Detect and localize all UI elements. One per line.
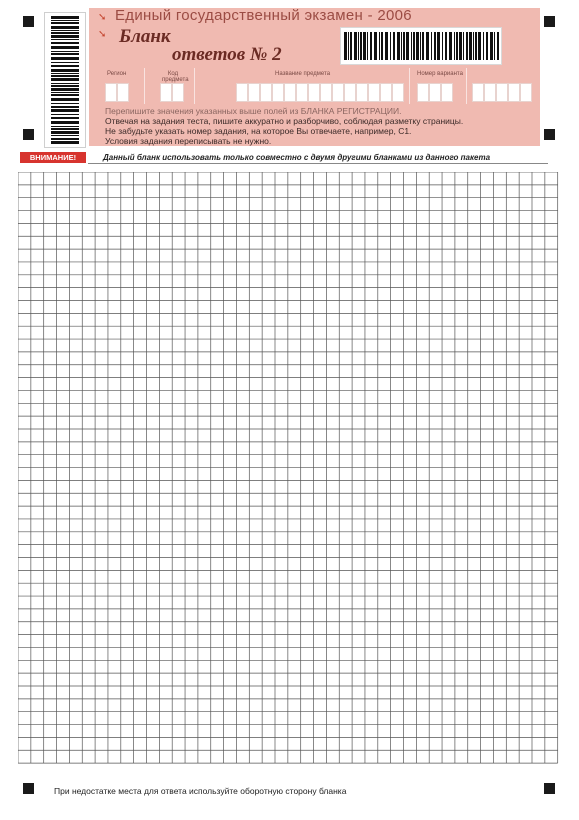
subject-name-box[interactable] [368, 83, 380, 102]
instruction-line: Перепишите значения указанных выше полей из БЛАНКА РЕГИСТРАЦИИ. [105, 106, 402, 116]
subject-code-box[interactable] [172, 83, 184, 102]
instruction-line: Условия задания переписывать не нужно. [105, 136, 272, 146]
barcode-bar [51, 57, 79, 60]
barcode-bar [426, 32, 429, 60]
subject-name-box[interactable] [320, 83, 332, 102]
barcode-bar [51, 128, 79, 130]
variant-number-box[interactable] [441, 83, 453, 102]
barcode-bar [416, 32, 419, 60]
barcode-bar [51, 117, 79, 119]
barcode-bar [51, 135, 79, 136]
barcode-bar [413, 32, 415, 60]
barcode-bar [354, 32, 357, 60]
barcode-bar [397, 32, 400, 60]
barcode-bar [51, 62, 79, 63]
registration-mark-bottom-left [23, 783, 34, 794]
barcode-bar [456, 32, 458, 60]
variant-number-box[interactable] [429, 83, 441, 102]
subject-name-box[interactable] [236, 83, 248, 102]
subject-name-box[interactable] [356, 83, 368, 102]
barcode-bar [51, 65, 79, 67]
barcode-bar [51, 32, 79, 34]
warning-underline [88, 163, 548, 164]
arrow-icon: ➘ [98, 29, 107, 40]
barcode-bar [393, 32, 395, 60]
subject-name-box[interactable] [380, 83, 392, 102]
barcode-bar [51, 46, 79, 49]
form-subtitle: ответов № 2 [172, 44, 282, 65]
exam-title: Единый государственный экзамен - 2006 [115, 7, 412, 24]
barcode-bar [51, 138, 79, 140]
variant-number-box[interactable] [417, 83, 429, 102]
barcode-bar [401, 32, 402, 60]
barcode-bar [51, 83, 79, 84]
region-box[interactable] [105, 83, 117, 102]
barcode-bar [367, 32, 368, 60]
barcode-bar [478, 32, 481, 60]
registration-mark-bottom-right [544, 783, 555, 794]
barcode-bar [434, 32, 436, 60]
barcode-bar [390, 32, 391, 60]
barcode-bar [51, 69, 79, 72]
subject-name-label: Название предмета [275, 71, 331, 77]
form-title: Бланк [119, 26, 171, 47]
barcode-bar [51, 39, 79, 40]
barcode-bar [348, 32, 349, 60]
extra-box[interactable] [508, 83, 520, 102]
region-label: Регион [107, 71, 127, 77]
barcode-bar [431, 32, 432, 60]
extra-box[interactable] [484, 83, 496, 102]
registration-mark-top-right [544, 16, 555, 27]
subject-name-box[interactable] [392, 83, 404, 102]
barcode-bar [411, 32, 412, 60]
barcode-bar [51, 51, 79, 52]
barcode-bar [483, 32, 484, 60]
answer-grid[interactable] [18, 172, 561, 773]
barcode-bar [459, 32, 462, 60]
barcode-bar [51, 88, 79, 91]
barcode-bar [379, 32, 380, 60]
barcode-bar [51, 20, 79, 21]
warning-text: Данный бланк использовать только совместно с двумя другими бланками из данного пакета [103, 153, 491, 162]
barcode-bar [51, 126, 79, 127]
barcode-bar [494, 32, 495, 60]
barcode-bar [51, 103, 79, 104]
warning-badge: ВНИМАНИЕ! [20, 152, 86, 163]
barcode-bar [350, 32, 352, 60]
barcode-bar [51, 73, 79, 74]
subject-name-box[interactable] [248, 83, 260, 102]
barcode-bar [406, 32, 409, 60]
barcode-bar [51, 141, 79, 144]
barcode-bar [445, 32, 447, 60]
barcode-bar [51, 98, 79, 101]
barcode-bar [473, 32, 474, 60]
barcode-bar [51, 42, 79, 44]
extra-box[interactable] [472, 83, 484, 102]
field-divider [466, 68, 467, 104]
barcode-bar [51, 106, 79, 108]
vertical-barcode [44, 12, 86, 148]
barcode-bar [486, 32, 488, 60]
subject-code-label: Код предмета [162, 71, 189, 83]
barcode-bar [51, 22, 79, 24]
barcode-bar [51, 94, 79, 96]
barcode-bar [490, 32, 493, 60]
instruction-line: Отвечая на задания теста, пишите аккуратно и разборчиво, соблюдая разметку страницы. [105, 116, 464, 126]
barcode-bar [437, 32, 440, 60]
barcode-bar [51, 85, 79, 87]
registration-mark-mid-right [544, 129, 555, 140]
barcode-bar [363, 32, 366, 60]
barcode-bar [469, 32, 472, 60]
barcode-bar [51, 53, 79, 55]
barcode-bar [51, 26, 79, 29]
barcode-bar [51, 35, 79, 38]
barcode-bar [51, 75, 79, 77]
footer-note: При недостатке места для ответа используйте оборотную сторону бланка [54, 786, 347, 796]
barcode-bar [51, 109, 79, 112]
barcode-bar [51, 131, 79, 134]
extra-box[interactable] [496, 83, 508, 102]
barcode-bar [420, 32, 421, 60]
barcode-bar [422, 32, 424, 60]
barcode-bar [497, 32, 499, 60]
registration-mark-top-left [23, 16, 34, 27]
barcode-bar [466, 32, 468, 60]
barcode-bar [374, 32, 377, 60]
barcode-bar [51, 78, 79, 81]
instruction-line: Не забудьте указать номер задания, на которое Вы отвечаете, например, С1. [105, 126, 412, 136]
field-divider [409, 68, 410, 104]
subject-name-box[interactable] [332, 83, 344, 102]
barcode-bar [403, 32, 405, 60]
horizontal-barcode [340, 27, 502, 65]
barcode-bar [370, 32, 372, 60]
subject-name-box[interactable] [260, 83, 272, 102]
barcode-bar [51, 121, 79, 124]
barcode-bar [51, 30, 79, 31]
subject-name-box[interactable] [344, 83, 356, 102]
subject-name-box[interactable] [284, 83, 296, 102]
region-box[interactable] [117, 83, 129, 102]
barcode-bar [360, 32, 362, 60]
barcode-bar [358, 32, 359, 60]
barcode-bar [449, 32, 452, 60]
arrow-icon: ➘ [98, 12, 107, 23]
subject-name-box[interactable] [308, 83, 320, 102]
field-divider [144, 68, 145, 104]
barcode-bar [344, 32, 347, 60]
barcode-bar [51, 16, 79, 19]
extra-box[interactable] [520, 83, 532, 102]
barcode-bar [463, 32, 464, 60]
barcode-bar [385, 32, 388, 60]
variant-number-label: Номер варианта [417, 71, 463, 77]
barcode-bar [51, 114, 79, 115]
barcode-bar [475, 32, 477, 60]
barcode-bar [442, 32, 443, 60]
subject-code-box[interactable] [160, 83, 172, 102]
subject-name-box[interactable] [272, 83, 284, 102]
barcode-bar [454, 32, 455, 60]
field-divider [194, 68, 195, 104]
registration-mark-mid-left [23, 129, 34, 140]
barcode-bar [381, 32, 383, 60]
barcode-bar [51, 92, 79, 93]
subject-name-box[interactable] [296, 83, 308, 102]
